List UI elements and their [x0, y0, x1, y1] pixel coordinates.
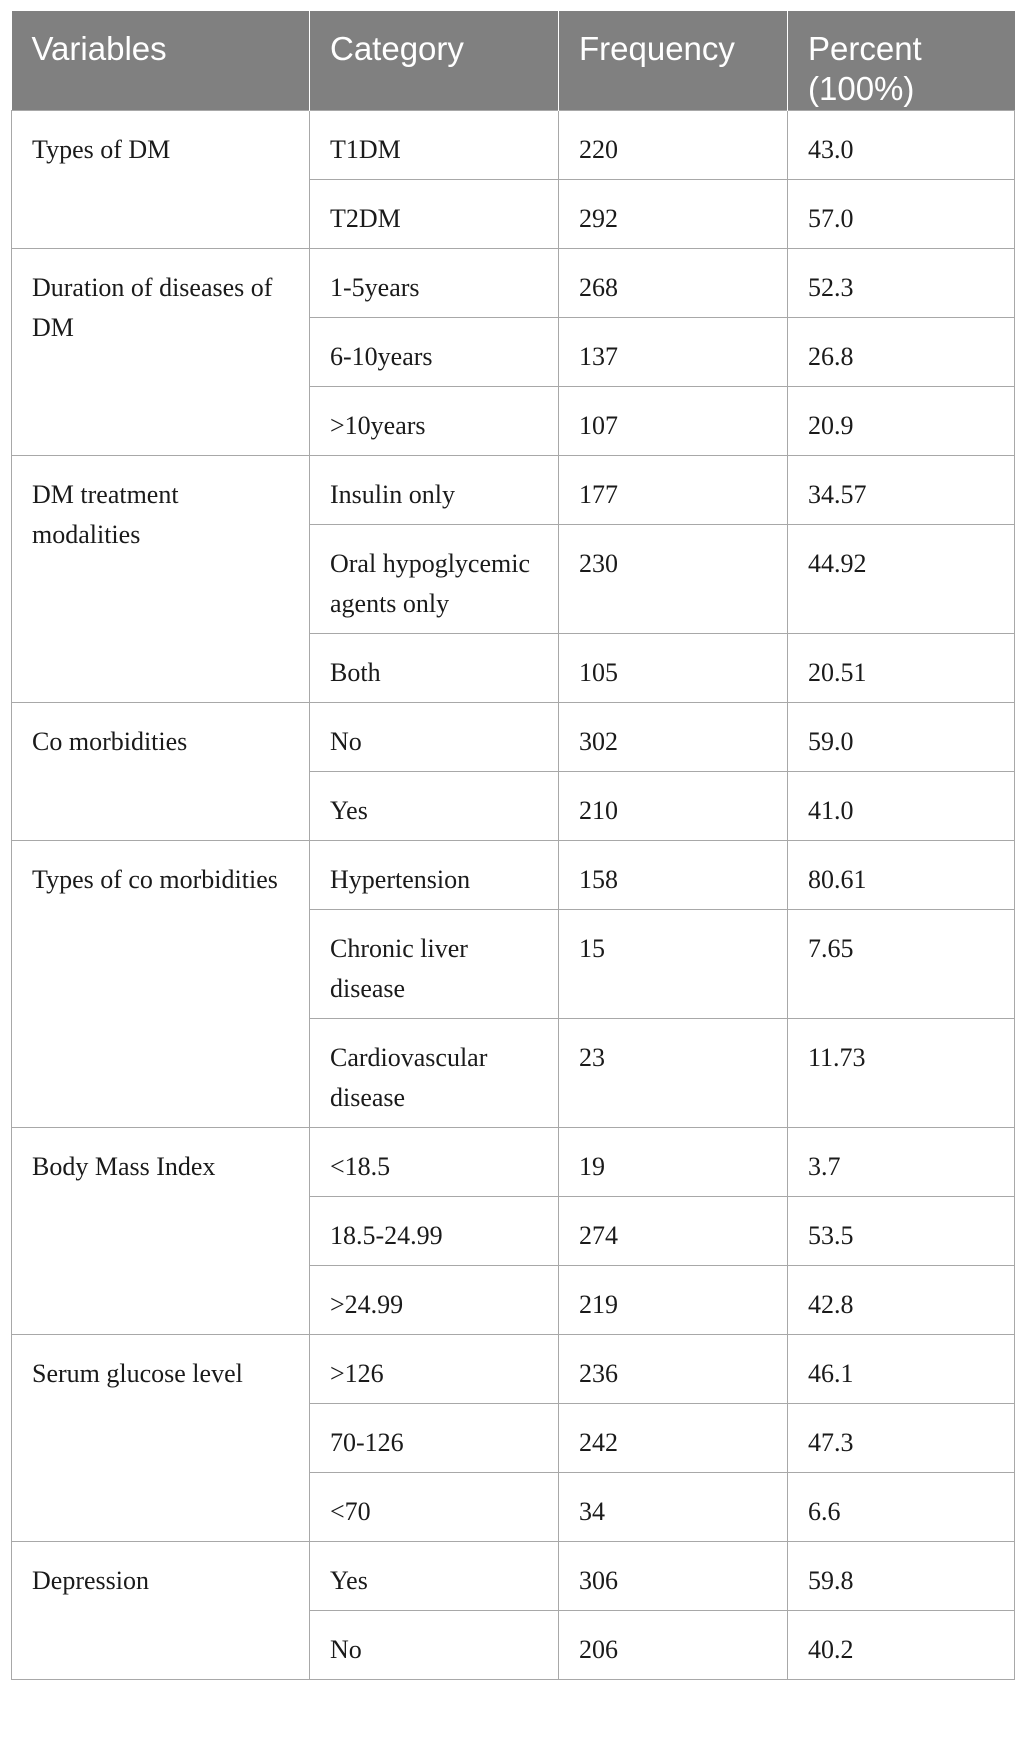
percent-cell: 20.51 [788, 633, 1015, 702]
data-table [11, 11, 1015, 1680]
category-cell: 18.5-24.99 [310, 1196, 559, 1265]
table-container [11, 11, 1014, 1680]
frequency-cell: 220 [559, 110, 788, 179]
category-cell: Cardiovascular disease [310, 1018, 559, 1127]
percent-cell: 53.5 [788, 1196, 1015, 1265]
percent-cell: 11.73 [788, 1018, 1015, 1127]
table-row [12, 702, 1015, 771]
frequency-cell: 177 [559, 455, 788, 524]
frequency-cell: 15 [559, 909, 788, 1018]
percent-cell: 59.0 [788, 702, 1015, 771]
category-cell: T1DM [310, 110, 559, 179]
percent-cell: 57.0 [788, 179, 1015, 248]
percent-cell: 44.92 [788, 524, 1015, 633]
frequency-cell: 137 [559, 317, 788, 386]
percent-cell: 47.3 [788, 1403, 1015, 1472]
frequency-cell: 34 [559, 1472, 788, 1541]
percent-cell: 6.6 [788, 1472, 1015, 1541]
frequency-cell: 302 [559, 702, 788, 771]
frequency-cell: 206 [559, 1610, 788, 1679]
variable-cell: Duration of diseases of DM [12, 248, 310, 455]
variable-cell: Serum glucose level [12, 1334, 310, 1541]
category-cell: 1-5years [310, 248, 559, 317]
category-cell: Yes [310, 1541, 559, 1610]
table-row [12, 1334, 1015, 1403]
percent-cell: 34.57 [788, 455, 1015, 524]
frequency-cell: 105 [559, 633, 788, 702]
percent-cell: 20.9 [788, 386, 1015, 455]
variable-cell: Types of DM [12, 110, 310, 248]
variable-cell: Co morbidities [12, 702, 310, 840]
category-cell: <18.5 [310, 1127, 559, 1196]
category-cell: Insulin only [310, 455, 559, 524]
percent-cell: 43.0 [788, 110, 1015, 179]
percent-cell: 26.8 [788, 317, 1015, 386]
category-cell: Both [310, 633, 559, 702]
percent-cell: 46.1 [788, 1334, 1015, 1403]
variable-cell: Body Mass Index [12, 1127, 310, 1334]
frequency-cell: 268 [559, 248, 788, 317]
table-row [12, 248, 1015, 317]
header-category: Category [310, 11, 559, 110]
frequency-cell: 210 [559, 771, 788, 840]
variable-cell: Types of co morbidities [12, 840, 310, 1127]
category-cell: 6-10years [310, 317, 559, 386]
variable-cell: Depression [12, 1541, 310, 1679]
table-row [12, 1127, 1015, 1196]
category-cell: No [310, 1610, 559, 1679]
category-cell: >24.99 [310, 1265, 559, 1334]
percent-cell: 80.61 [788, 840, 1015, 909]
table-row [12, 1541, 1015, 1610]
table-row [12, 840, 1015, 909]
percent-cell: 41.0 [788, 771, 1015, 840]
variable-cell: DM treatment modalities [12, 455, 310, 702]
frequency-cell: 219 [559, 1265, 788, 1334]
percent-cell: 59.8 [788, 1541, 1015, 1610]
category-cell: Yes [310, 771, 559, 840]
frequency-cell: 242 [559, 1403, 788, 1472]
frequency-cell: 19 [559, 1127, 788, 1196]
frequency-cell: 158 [559, 840, 788, 909]
header-variables: Variables [12, 11, 310, 110]
category-cell: >126 [310, 1334, 559, 1403]
header-frequency: Frequency [559, 11, 788, 110]
percent-cell: 52.3 [788, 248, 1015, 317]
frequency-cell: 306 [559, 1541, 788, 1610]
frequency-cell: 230 [559, 524, 788, 633]
category-cell: 70-126 [310, 1403, 559, 1472]
category-cell: >10years [310, 386, 559, 455]
category-cell: Hypertension [310, 840, 559, 909]
frequency-cell: 274 [559, 1196, 788, 1265]
percent-cell: 3.7 [788, 1127, 1015, 1196]
frequency-cell: 292 [559, 179, 788, 248]
category-cell: Chronic liver disease [310, 909, 559, 1018]
frequency-cell: 23 [559, 1018, 788, 1127]
header-row [12, 11, 1015, 110]
percent-cell: 7.65 [788, 909, 1015, 1018]
percent-cell: 40.2 [788, 1610, 1015, 1679]
category-cell: <70 [310, 1472, 559, 1541]
header-percent: Percent (100%) [788, 11, 1015, 110]
percent-cell: 42.8 [788, 1265, 1015, 1334]
frequency-cell: 107 [559, 386, 788, 455]
category-cell: Oral hypoglycemic agents only [310, 524, 559, 633]
table-row [12, 110, 1015, 179]
category-cell: No [310, 702, 559, 771]
table-row [12, 455, 1015, 524]
category-cell: T2DM [310, 179, 559, 248]
frequency-cell: 236 [559, 1334, 788, 1403]
